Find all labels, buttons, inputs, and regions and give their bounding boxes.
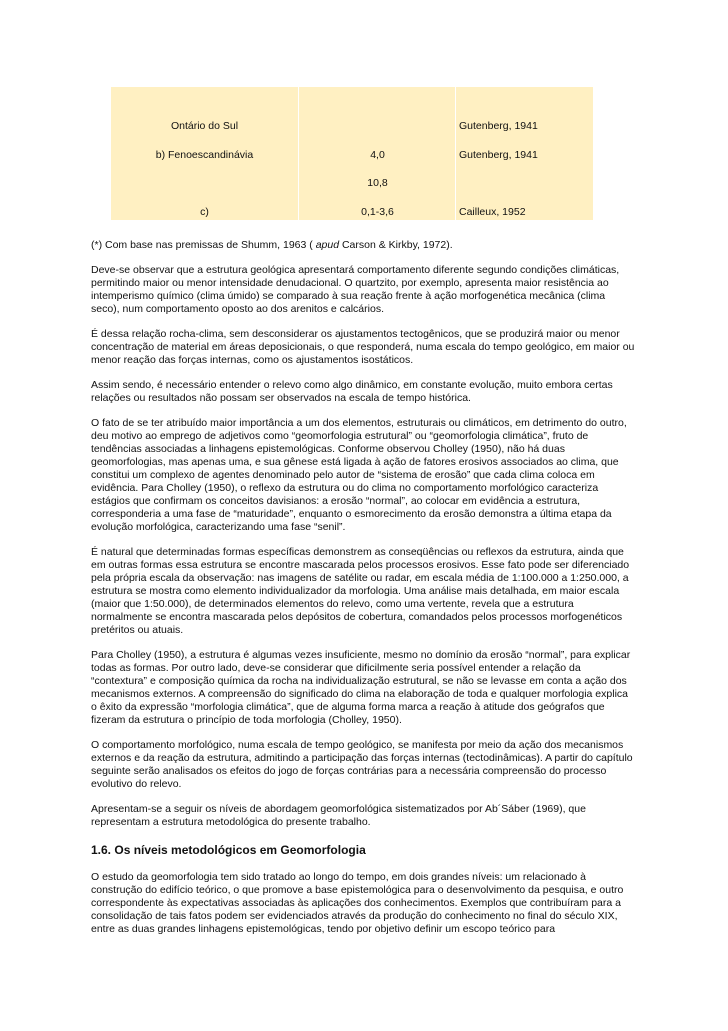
paragraph: Deve-se observar que a estrutura geológica apresentará comportamento diferente segundo condições climáticas, permitindo maior ou menor intensidade denudacional. O quartzito, por exemplo, apresenta maior resistência ao intemperismo químico (clima úmido) se comparado à sua reação frente à ação morfogenética mecânica (clima seco), num comportamento oposto ao dos arenitos e calcários. (91, 264, 620, 315)
table-cell-value: 10,8 (367, 177, 388, 189)
table-cell-value: 4,0 (370, 149, 385, 161)
table-cell-location: Ontário do Sul (170, 120, 239, 132)
table-footnote (91, 239, 636, 252)
paragraph: É dessa relação rocha-clima, sem desconsiderar os ajustamentos tectogênicos, que se produzirá maior ou menor concentração de material em áreas deposicionais, o que responderá, numa escala do tempo geológico, em maior ou menor reação das forças internas, como os ajustamentos isostáticos. (91, 328, 635, 366)
table-cell-source: Gutenberg, 1941 (459, 120, 538, 132)
paragraph: Assim sendo, é necessário entender o relevo como algo dinâmico, em constante evolução, muito embora certas relações ou resultados não possam ser observados na escala de tempo histórica. (91, 379, 613, 404)
paragraph: Apresentam-se a seguir os níveis de abordagem geomorfológica sistematizados por Ab´Sáber (1969), que representam a estrutura metodológica do presente trabalho. (91, 803, 586, 828)
paragraph: O estudo da geomorfologia tem sido tratado ao longo do tempo, em dois grandes níveis: um relacionado à construção do edifício teórico, o que promove a base epistemológica para o desenvolvimento da pesquisa, e outro correspondente às expectativas associadas às aplicações dos conhecimentos. Exemplos que contribuíram para a consolidação de tais fatos podem ser evidenciados através da produção do conhecimento no final do século XIX, entre as duas grandes linhagens epistemológicas, tendo por objetivo definir um escopo teórico para (91, 871, 624, 935)
section-heading (91, 843, 636, 857)
footnote-prefix: (*) Com base nas premissas de Shumm, 1963 ( (91, 239, 316, 251)
table-cell-source: Gutenberg, 1941 (459, 149, 538, 161)
table-cell-location: b) Fenoescandinávia (155, 149, 254, 161)
section-number: 1.6. (91, 843, 112, 857)
paragraph: Para Cholley (1950), a estrutura é algumas vezes insuficiente, mesmo no domínio da erosão “normal”, para explicar todas as formas. Por outro lado, deve-se considerar que dificilmente seria possível entender a relação da “contextura” e composição química da rocha na individualização estrutural, se não se levasse em conta a ação dos mecanismos externos. A compreensão do significado do clima na elaboração de toda e qualquer morfologia explica o êxito da expressão “morfologia climática”, que de alguma forma marca a reação à atitude dos geógrafos que fizeram da estrutura o princípio de toda morfologia (Cholley, 1950). (91, 649, 631, 726)
document-body (91, 239, 636, 936)
table-cell-value: 0,1-3,6 (361, 206, 394, 218)
table-cell-source: Cailleux, 1952 (459, 206, 526, 218)
data-table (111, 87, 593, 220)
paragraph: É natural que determinadas formas específicas demonstrem as conseqüências ou reflexos da estrutura, ainda que em outras formas essa estrutura se encontre mascarada pelos processos erosivos. Esse fato pode ser diferenciado pela própria escala da observação: nas imagens de satélite ou radar, em escala média de 1:100.000 a 1:250.000, a estrutura se mostra como elemento individualizador da morfologia. Uma análise mais detalhada, em maior escala (maior que 1:50.000), de determinados elementos do relevo, como uma vertente, revela que a estrutura normalmente se encontra mascarada pelos depósitos de cobertura, comandados pelos processos morfogenéticos pretéritos ou atuais. (91, 546, 630, 636)
table-column-divider (298, 87, 299, 220)
paragraph: O fato de se ter atribuído maior importância a um dos elementos, estruturais ou climáticos, em detrimento do outro, deu motivo ao emprego de adjetivos como “geomorfologia estrutural” ou “geomorfologia climática”, fruto de tendências associadas a linhagens epistemológicas. Conforme observou Cholley (1950), não há duas geomorfologias, mas apenas uma, e sua gênese está ligada à ação de fatores erosivos associados ao clima, que constitui um complexo de agentes denominado pelo autor de “sistema de erosão” que cada clima coloca em evidência. Para Cholley (1950), o reflexo da estrutura ou do clima no comportamento morfológico caracteriza estágios que confirmam os conceitos davisianos: a erosão “normal”, ao colocar em evidência a estrutura, corresponderia a uma fase de “maturidade”, enquanto o esmorecimento da erosão demonstra a última etapa da evolução morfológica, caracterizando uma fase “senil”. (91, 417, 627, 533)
footnote-italic: apud (315, 239, 340, 251)
section-title: Os níveis metodológicos em Geomorfologia (114, 843, 366, 857)
paragraph: O comportamento morfológico, numa escala de tempo geológico, se manifesta por meio da ação dos mecanismos externos e da reação da estrutura, admitindo a participação das forças internas (tectodinâmicas). A partir do capítulo seguinte serão analisados os efeitos do jogo de forças contrárias para a necessária compreensão do processo evolutivo do relevo. (91, 739, 633, 790)
table-column-divider (455, 87, 456, 220)
footnote-suffix: Carson & Kirkby, 1972). (339, 239, 453, 251)
table-cell-location: c) (200, 206, 209, 218)
